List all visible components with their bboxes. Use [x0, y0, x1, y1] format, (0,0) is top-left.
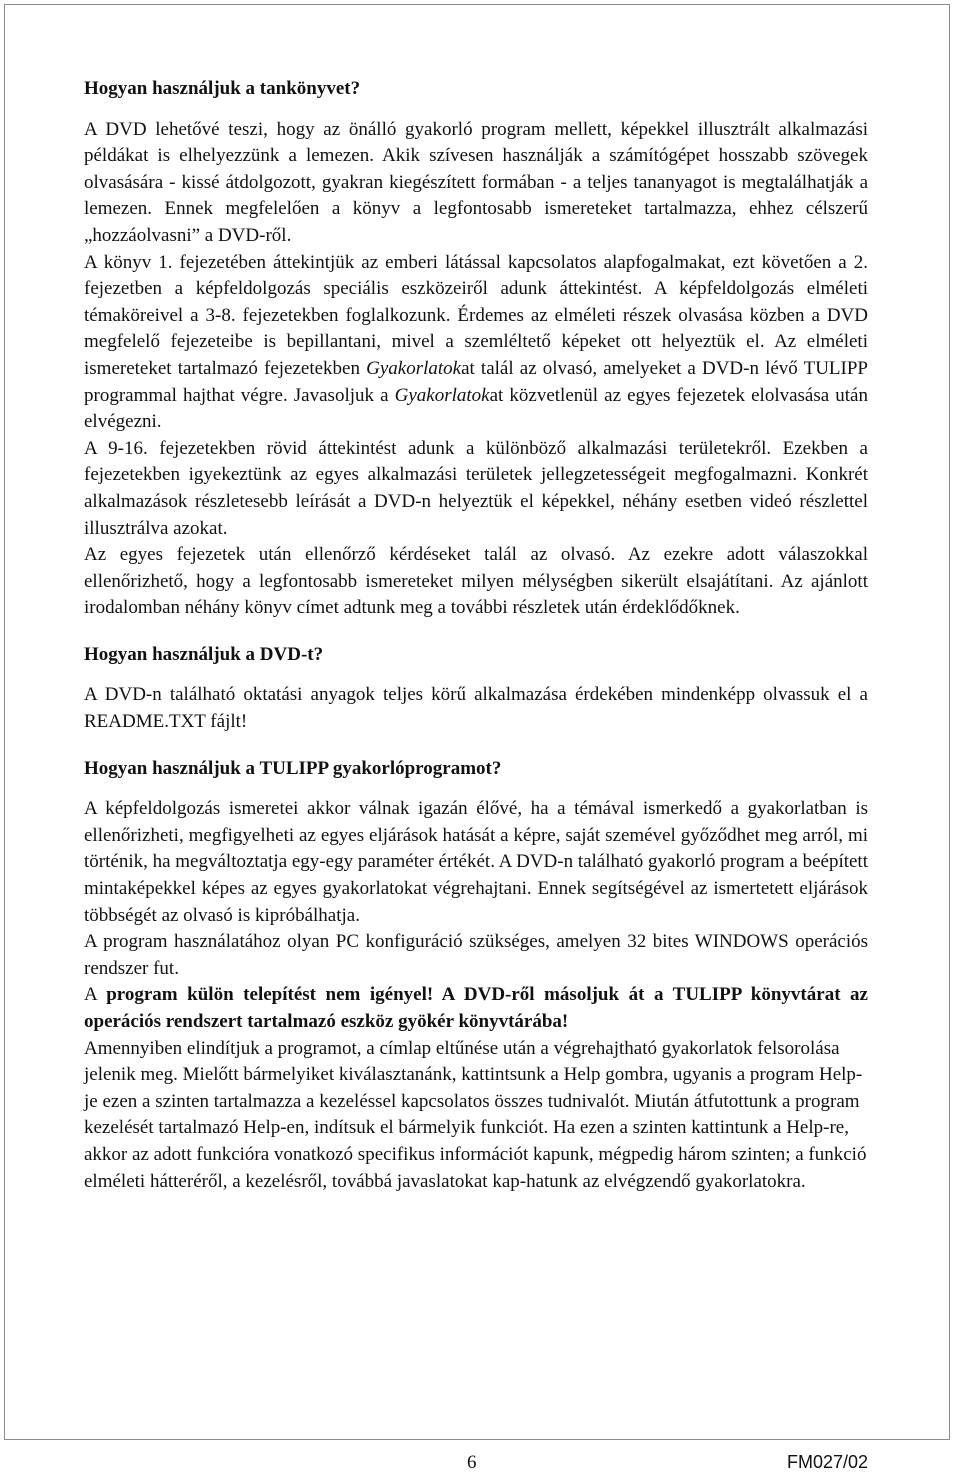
heading-tankonyv: Hogyan használjuk a tankönyvet?: [84, 78, 361, 99]
paragraph-dvd-intro: A DVD lehetővé teszi, hogy az önálló gyakorló program mellett, képekkel illusztrált alkalmazási példákat is elhelyezzünk a lemezen. Akik szívesen használják a számítógépet hosszabb szövegek olvasására - kissé átdolgozott, gyakran kiegészített formában - a teljes tananyagot is megtalálhatják a lemezen. Ennek megfelelően a könyv a legfontosabb ismereteket tartalmazza, ehhez célszerű „hozzáolvasni” a DVD-ről.: [84, 118, 868, 246]
heading-tulipp: Hogyan használjuk a TULIPP gyakorlóprogramot?: [84, 757, 502, 779]
gyakorlatok-term: Gyakorlatok: [394, 384, 490, 406]
paragraph-help-usage: Amennyiben elindítjuk a programot, a címlap eltűnése után a végrehajtható gyakorlatok felsorolása jelenik meg. Mielőtt bármelyiket kiválasztanánk, kattintsunk a Help gombra, ugyanis a program Help-je ezen a szinten tartalmazza a kezeléssel kapcsolatos összes tudnivalót. Miután átfutottunk a program kezelését tartalmazó Help-en, indítsuk el bármelyik funkciót. Ha ezen a szinten kattintunk a Help-re, akkor az adott funkcióra vonatkozó specifikus információt kapunk, mégpedig három szinten; a funkció elméleti hátteréről, a kezelésről, továbbá javaslatokat kap-hatunk az elvégzendő gyakorlatokra.: [84, 1037, 867, 1192]
paragraph-chapters: A könyv 1. fejezetében áttekintjük az emberi látással kapcsolatos alapfogalmakat, ezt követően a 2. fejezetben a képfeldolgozás speciális eszközeiről adunk áttekintést. A képfeldolgozás elméleti témaköreivel a 3-8. fejezetekben foglalkozunk. Érdemes az elméleti részek olvasása közben a DVD megfelelő fejezeteibe is bepillantani, mivel a szemléltető képeket ott helyeztük el. Az elméleti ismereteket tartalmazó fejezetekben Gyakorlatokat talál az olvasó, amelyeket a DVD-n lévő TULIPP programmal hajthat végre. Javasoljuk a Gyakorlatokat közvetlenül az egyes fejezetek elolvasása után elvégezni.: [84, 251, 868, 433]
gyakorlatok-term: Gyakorlatok: [366, 357, 462, 379]
install-warning: program külön telepítést nem igényel! A DVD-ről másoljuk át a TULIPP könyvtárat az operációs rendszert tartalmazó eszköz gyökér könyvtárába!: [84, 984, 868, 1032]
paragraph-questions: Az egyes fejezetek után ellenőrző kérdéseket talál az olvasó. Az ezekre adott válaszokkal ellenőrizhető, hogy a legfontosabb ismereteket milyen mélységben sikerült elsajátítani. Az ajánlott irodalomban néhány könyv címet adtunk meg a további részletek után érdeklődőknek.: [84, 544, 868, 619]
paragraph-install-note: A program külön telepítést nem igényel! A DVD-ről másoljuk át a TULIPP könyvtárat az operációs rendszert tartalmazó eszköz gyökér könyvtárába!: [84, 984, 868, 1032]
paragraph-readme: A DVD-n található oktatási anyagok teljes körű alkalmazása érdekében mindenképp olvassuk el a README.TXT fájlt!: [84, 684, 868, 733]
heading-dvd: Hogyan használjuk a DVD-t?: [84, 643, 324, 665]
paragraph-practice: A képfeldolgozás ismeretei akkor válnak igazán élővé, ha a témával ismerkedő a gyakorlatban is ellenőrizheti, megfigyelheti az egyes eljárások hatását a képre, saját szemével győződhet meg arról, mi történik, ha megváltoztatja egy-egy paraméter értékét. A DVD-n található gyakorló program a beépített mintaképekkel képes az egyes gyakorlatokat végrehajtani. Ennek segítségével az ismertetett eljárások többségét az olvasó is kipróbálhatja.: [84, 798, 868, 926]
document-code: FM027/02: [786, 1452, 868, 1472]
paragraph-requirements: A program használatához olyan PC konfiguráció szükséges, amelyen 32 bites WINDOWS operációs rendszer fut.: [84, 931, 868, 979]
paragraph-applications: A 9-16. fejezetekben rövid áttekintést adunk a különböző alkalmazási területekről. Ezekben a fejezetekben igyekeztünk az egyes alkalmazási területek jellegzetességeit megfogalmazni. Konkrét alkalmazások részletesebb leírását a DVD-n helyeztük el képekkel, néhány esetben videó részlettel illusztrálva azokat.: [84, 437, 868, 539]
document-body: [84, 76, 868, 1195]
page-number: 6: [467, 1452, 477, 1473]
